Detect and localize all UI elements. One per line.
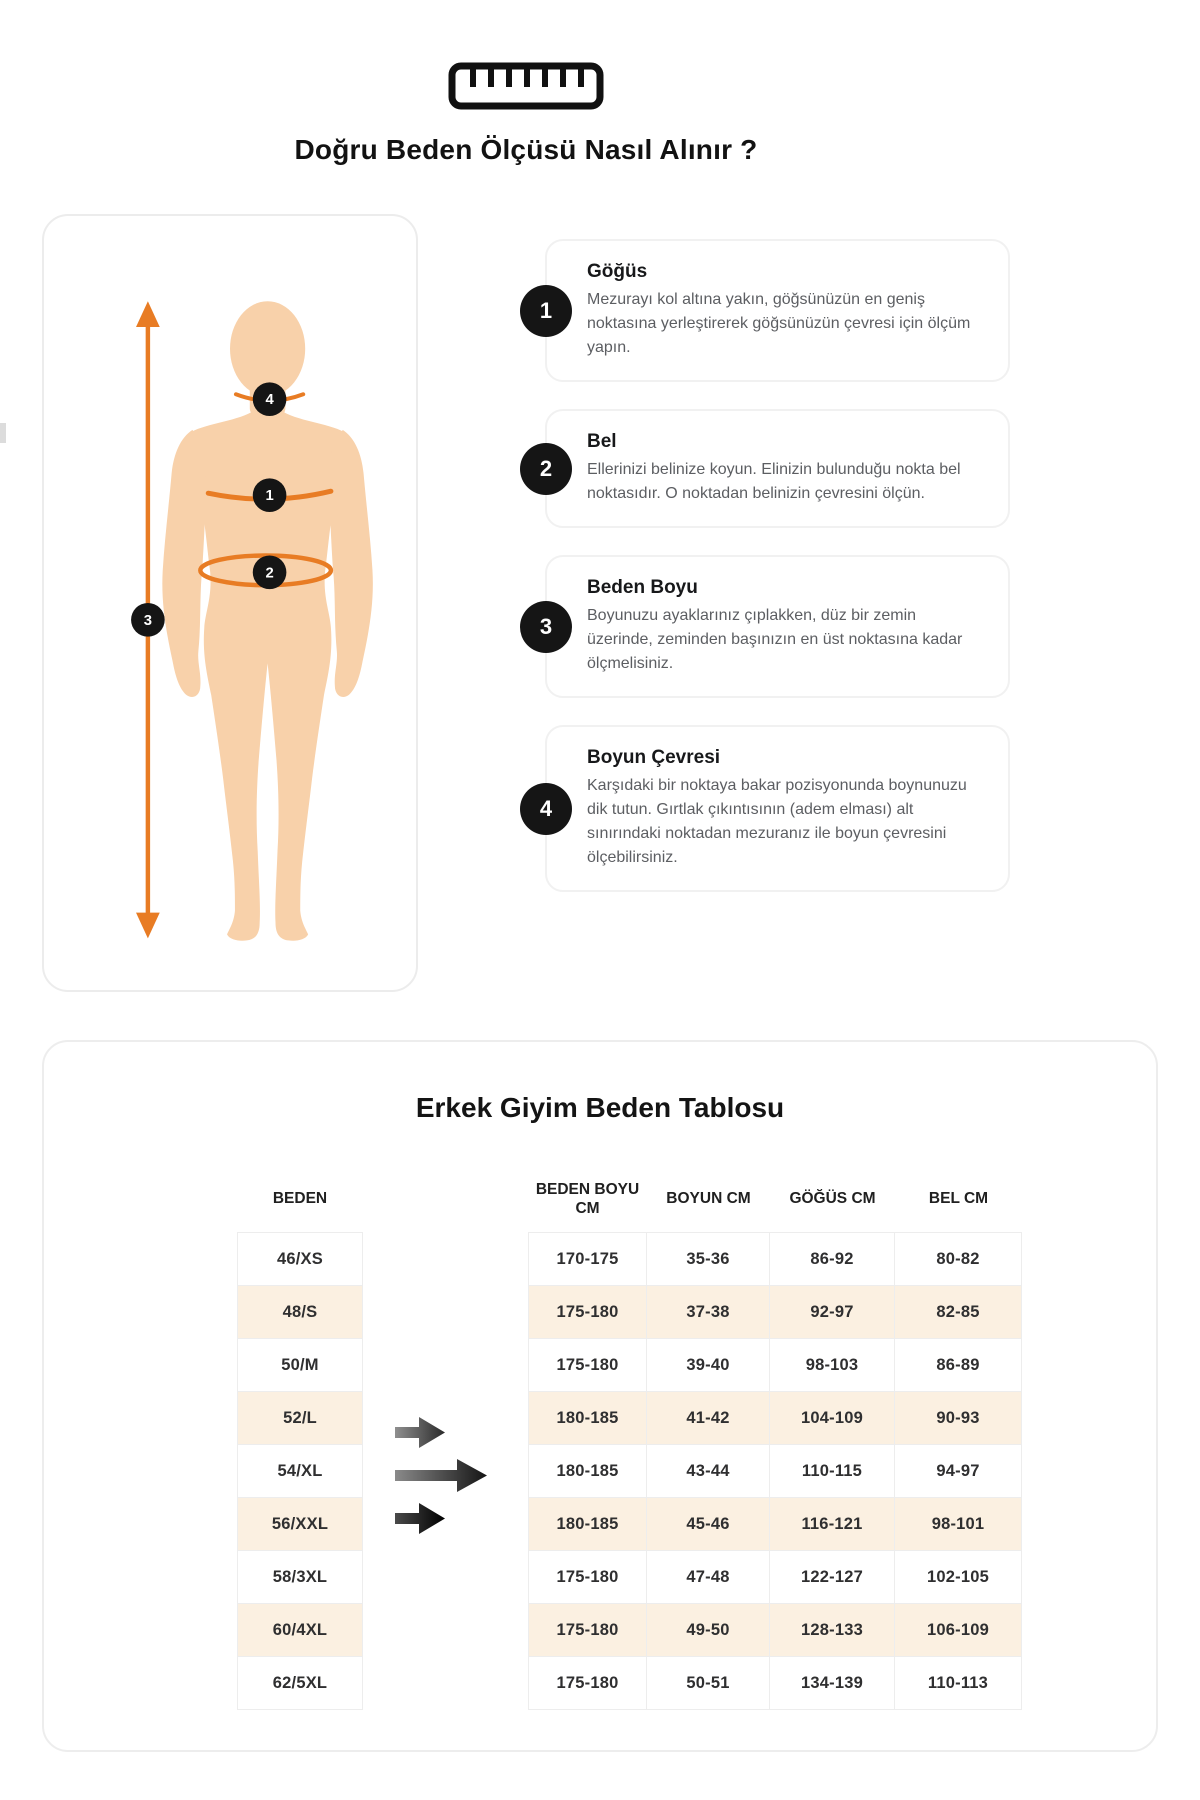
ruler-icon — [42, 62, 1010, 110]
step-number-badge: 1 — [520, 285, 572, 337]
step-number-badge: 3 — [520, 601, 572, 653]
value-cell: 175-180 — [529, 1657, 646, 1709]
value-cell: 37-38 — [647, 1286, 769, 1338]
value-cell: 175-180 — [529, 1339, 646, 1391]
step-description: Ellerinizi belinize koyun. Elinizin bulunduğu nokta bel noktasıdır. O noktadan belinizin çevresini ölçün. — [587, 461, 961, 502]
value-cell: 134-139 — [770, 1657, 894, 1709]
measurement-step-card — [539, 239, 1010, 382]
value-cell: 175-180 — [529, 1551, 646, 1603]
figure-badge-height — [131, 603, 165, 637]
value-cell: 41-42 — [647, 1392, 769, 1444]
size-cell: 62/5XL — [238, 1657, 362, 1709]
value-cell: 45-46 — [647, 1498, 769, 1550]
svg-text:3: 3 — [143, 612, 153, 629]
page-title: Doğru Beden Ölçüsü Nasıl Alınır ? — [294, 134, 758, 165]
header-gap — [363, 1166, 528, 1232]
size-table-panel — [42, 1040, 1158, 1752]
svg-text:4: 4 — [265, 392, 274, 409]
value-cell: 86-92 — [770, 1233, 894, 1285]
size-cell: 56/XXL — [238, 1498, 362, 1550]
step-title: Bel — [587, 431, 617, 452]
value-cell: 80-82 — [895, 1233, 1021, 1285]
value-cell: 170-175 — [529, 1233, 646, 1285]
arrows-gap — [363, 1232, 528, 1710]
step-description: Mezurayı kol altına yakın, göğsünüzün en geniş noktasına yerleştirerek göğsünüzün çevresi için ölçüm yapın. — [587, 291, 971, 356]
measure-column-header — [770, 1189, 895, 1208]
step-title: Göğüs — [587, 261, 648, 282]
measurement-step-card — [539, 409, 1010, 528]
size-table-title: Erkek Giyim Beden Tablosu — [415, 1092, 785, 1123]
measure-values — [528, 1232, 1022, 1710]
value-cell: 122-127 — [770, 1551, 894, 1603]
value-cell: 35-36 — [647, 1233, 769, 1285]
figure-badge-waist — [253, 556, 287, 590]
column-header-label: BEDEN BOYU CM — [535, 1180, 640, 1217]
value-cell: 106-109 — [895, 1604, 1021, 1656]
step-number-badge: 4 — [520, 783, 572, 835]
column-header-label: BEL CM — [928, 1190, 989, 1208]
value-cell: 110-113 — [895, 1657, 1021, 1709]
size-cell: 60/4XL — [238, 1604, 362, 1656]
value-cell: 94-97 — [895, 1445, 1021, 1497]
column-header-label: BOYUN CM — [666, 1190, 751, 1208]
size-cell: 54/XL — [238, 1445, 362, 1497]
value-cell: 92-97 — [770, 1286, 894, 1338]
value-cell: 43-44 — [647, 1445, 769, 1497]
value-cell: 86-89 — [895, 1339, 1021, 1391]
measurement-steps — [539, 214, 1010, 992]
value-cell: 104-109 — [770, 1392, 894, 1444]
svg-text:1: 1 — [265, 488, 274, 505]
value-cell: 90-93 — [895, 1392, 1021, 1444]
measure-column-headers — [528, 1166, 1156, 1232]
measurement-step-card — [539, 555, 1010, 698]
measure-column-header — [528, 1180, 647, 1219]
size-column — [237, 1232, 363, 1710]
measurement-guide — [42, 214, 1200, 992]
value-cell: 47-48 — [647, 1551, 769, 1603]
value-cell: 49-50 — [647, 1604, 769, 1656]
value-cell: 98-103 — [770, 1339, 894, 1391]
size-cell: 46/XS — [238, 1233, 362, 1285]
size-table — [237, 1166, 1156, 1710]
step-title: Beden Boyu — [587, 577, 698, 598]
value-cell: 128-133 — [770, 1604, 894, 1656]
step-description: Karşıdaki bir noktaya bakar pozisyonunda boynunuzu dik tutun. Gırtlak çıkıntısının (adem elması) alt sınırındaki noktadan mezuranız ile boyun çevresini ölçebilirsiniz. — [587, 777, 967, 866]
step-number-badge: 2 — [520, 443, 572, 495]
size-arrows-icon — [395, 1416, 489, 1536]
size-cell: 50/M — [238, 1339, 362, 1391]
measure-column-header — [895, 1189, 1022, 1208]
size-cell: 48/S — [238, 1286, 362, 1338]
column-header-beden: BEDEN — [272, 1190, 328, 1208]
step-title: Boyun Çevresi — [587, 747, 721, 768]
value-cell: 175-180 — [529, 1286, 646, 1338]
value-cell: 98-101 — [895, 1498, 1021, 1550]
value-cell: 102-105 — [895, 1551, 1021, 1603]
body-figure-panel — [42, 214, 418, 992]
value-cell: 82-85 — [895, 1286, 1021, 1338]
left-edge-artifact — [0, 423, 6, 443]
size-cell: 52/L — [238, 1392, 362, 1444]
step-description: Boyunuzu ayaklarınız çıplakken, düz bir zemin üzerinde, zeminden başınızın en üst noktasına kadar ölçmelisiniz. — [587, 607, 963, 672]
column-header-label: GÖĞÜS CM — [789, 1190, 876, 1208]
value-cell: 50-51 — [647, 1657, 769, 1709]
value-cell: 180-185 — [529, 1445, 646, 1497]
size-cell: 58/3XL — [238, 1551, 362, 1603]
figure-badge-neck — [253, 382, 287, 416]
value-cell: 116-121 — [770, 1498, 894, 1550]
header — [42, 0, 1010, 166]
measure-column-header — [647, 1189, 770, 1208]
measurement-step-card — [539, 725, 1010, 892]
value-cell: 39-40 — [647, 1339, 769, 1391]
value-cell: 175-180 — [529, 1604, 646, 1656]
value-cell: 180-185 — [529, 1498, 646, 1550]
value-cell: 110-115 — [770, 1445, 894, 1497]
body-measurement-figure — [44, 216, 416, 990]
value-cell: 180-185 — [529, 1392, 646, 1444]
svg-text:2: 2 — [265, 565, 274, 582]
figure-badge-chest — [253, 478, 287, 512]
